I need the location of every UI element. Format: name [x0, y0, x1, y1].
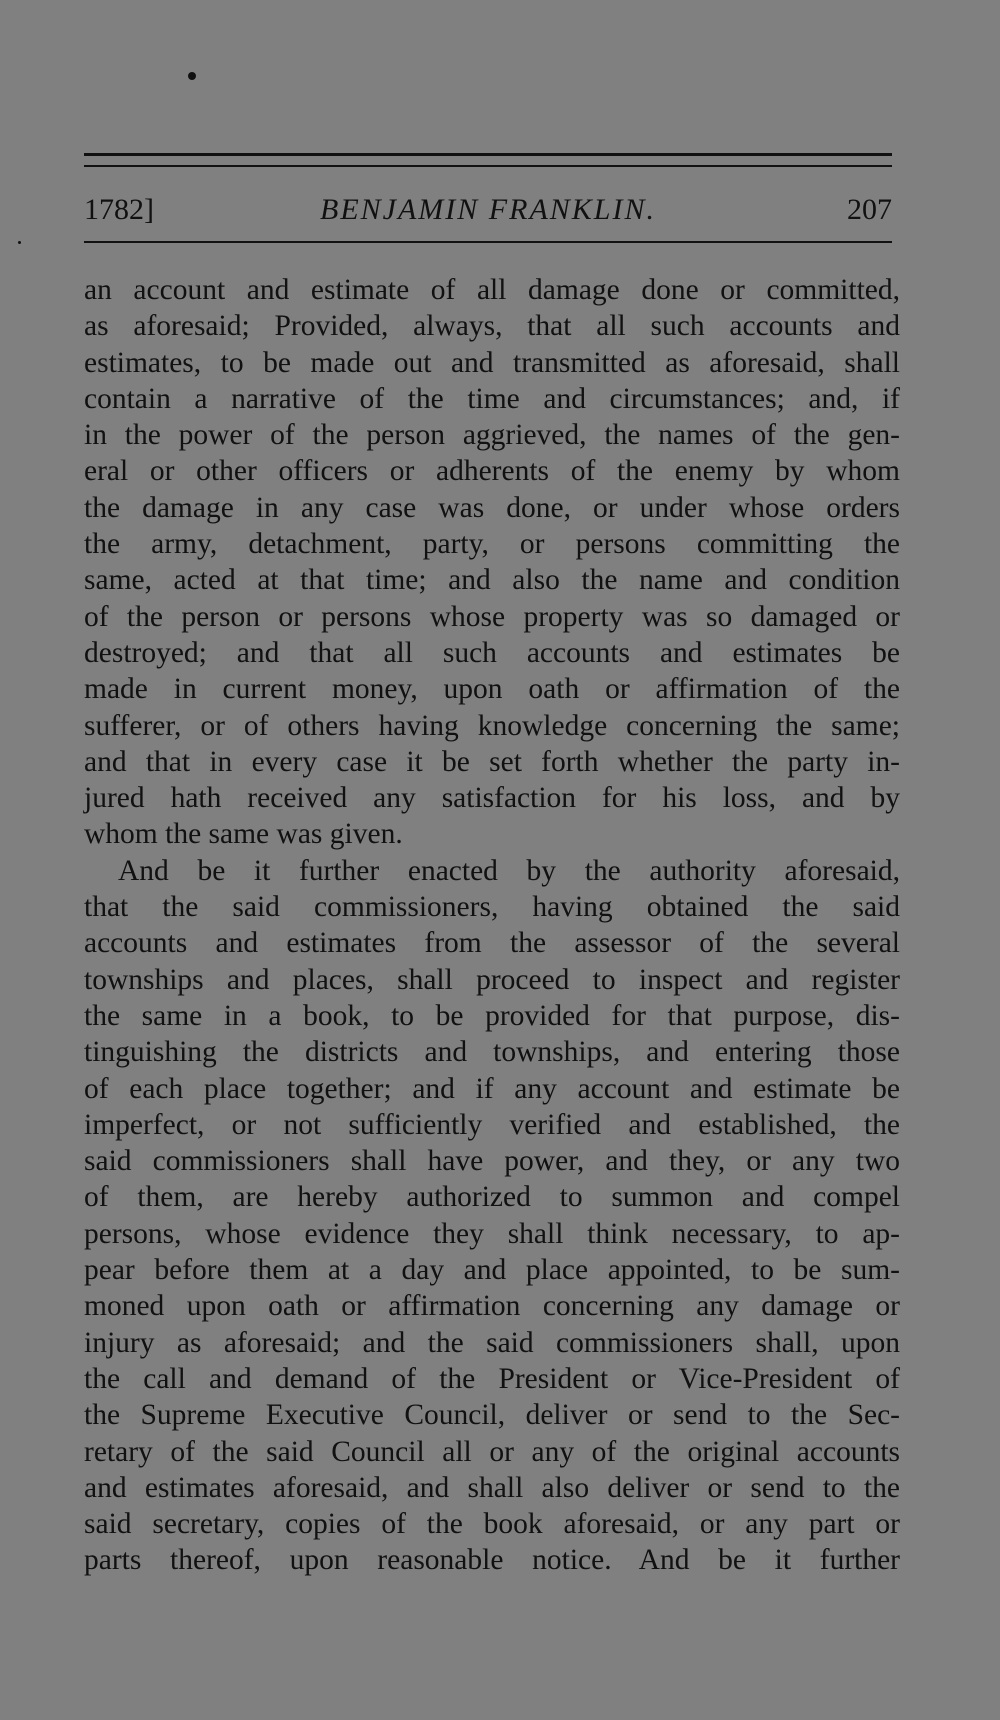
text-line: the Supreme Executive Council, deliver or send to the Sec- [84, 1399, 900, 1432]
text-line: persons, whose evidence they shall think necessary, to ap- [84, 1217, 900, 1250]
text-line: moned upon oath or affirmation concerning any damage or [84, 1290, 900, 1323]
text-line: of each place together; and if any account and estimate be [84, 1072, 900, 1105]
text-line: accounts and estimates from the assessor of the several [84, 927, 900, 960]
text-line: parts thereof, upon reasonable notice. And be it further [84, 1544, 900, 1577]
text-line: the same in a book, to be provided for that purpose, dis- [84, 999, 900, 1032]
text-line: pear before them at a day and place appointed, to be sum- [84, 1254, 900, 1287]
text-line: retary of the said Council all or any of the original accounts [84, 1435, 900, 1468]
text-line: said commissioners shall have power, and they, or any two [84, 1145, 900, 1178]
text-line: same, acted at that time; and also the name and condition [84, 564, 900, 597]
text-line: destroyed; and that all such accounts and estimates be [84, 636, 900, 669]
header-double-rule-top [84, 153, 892, 156]
text-line: of the person or persons whose property was so damaged or [84, 600, 900, 633]
text-line: and estimates aforesaid, and shall also deliver or send to the [84, 1471, 900, 1504]
text-line: imperfect, or not sufficiently verified and established, the [84, 1108, 900, 1141]
header-underline [84, 241, 892, 243]
header-title: BENJAMIN FRANKLIN. [320, 193, 656, 226]
ink-speck [188, 72, 196, 80]
text-line: the army, detachment, party, or persons committing the [84, 528, 900, 561]
text-line: tinguishing the districts and townships, and entering those [84, 1036, 900, 1069]
ink-speck [18, 241, 21, 244]
text-line: the call and demand of the President or Vice-President of [84, 1362, 900, 1395]
text-line: an account and estimate of all damage done or committed, [84, 274, 900, 306]
text-line: and that in every case it be set forth whether the party in- [84, 745, 900, 778]
text-line: of them, are hereby authorized to summon and compel [84, 1181, 900, 1214]
text-line: whom the same was given. [84, 818, 403, 851]
text-line: said secretary, copies of the book aforesaid, or any part or [84, 1508, 900, 1541]
text-line: contain a narrative of the time and circumstances; and, if [84, 382, 900, 415]
text-line: sufferer, or of others having knowledge concerning the same; [84, 709, 900, 742]
text-line: estimates, to be made out and transmitted as aforesaid, shall [84, 346, 900, 379]
text-line: in the power of the person aggrieved, the names of the gen- [84, 419, 900, 452]
text-line: townships and places, shall proceed to inspect and register [84, 963, 900, 996]
text-line: as aforesaid; Provided, always, that all such accounts and [84, 310, 900, 343]
page-number: 207 [847, 193, 892, 226]
header-year: 1782] [84, 193, 154, 226]
text-line: that the said commissioners, having obtained the said [84, 891, 900, 924]
text-line: the damage in any case was done, or under whose orders [84, 491, 900, 524]
text-line: made in current money, upon oath or affirmation of the [84, 673, 900, 706]
text-line: jured hath received any satisfaction for his loss, and by [84, 782, 900, 815]
text-line: injury as aforesaid; and the said commissioners shall, upon [84, 1326, 900, 1359]
running-header [84, 188, 892, 232]
body-text [84, 272, 900, 1579]
text-line: eral or other officers or adherents of the enemy by whom [84, 455, 900, 488]
header-double-rule-bottom [84, 165, 892, 167]
text-line: And be it further enacted by the authority aforesaid, [118, 854, 900, 887]
